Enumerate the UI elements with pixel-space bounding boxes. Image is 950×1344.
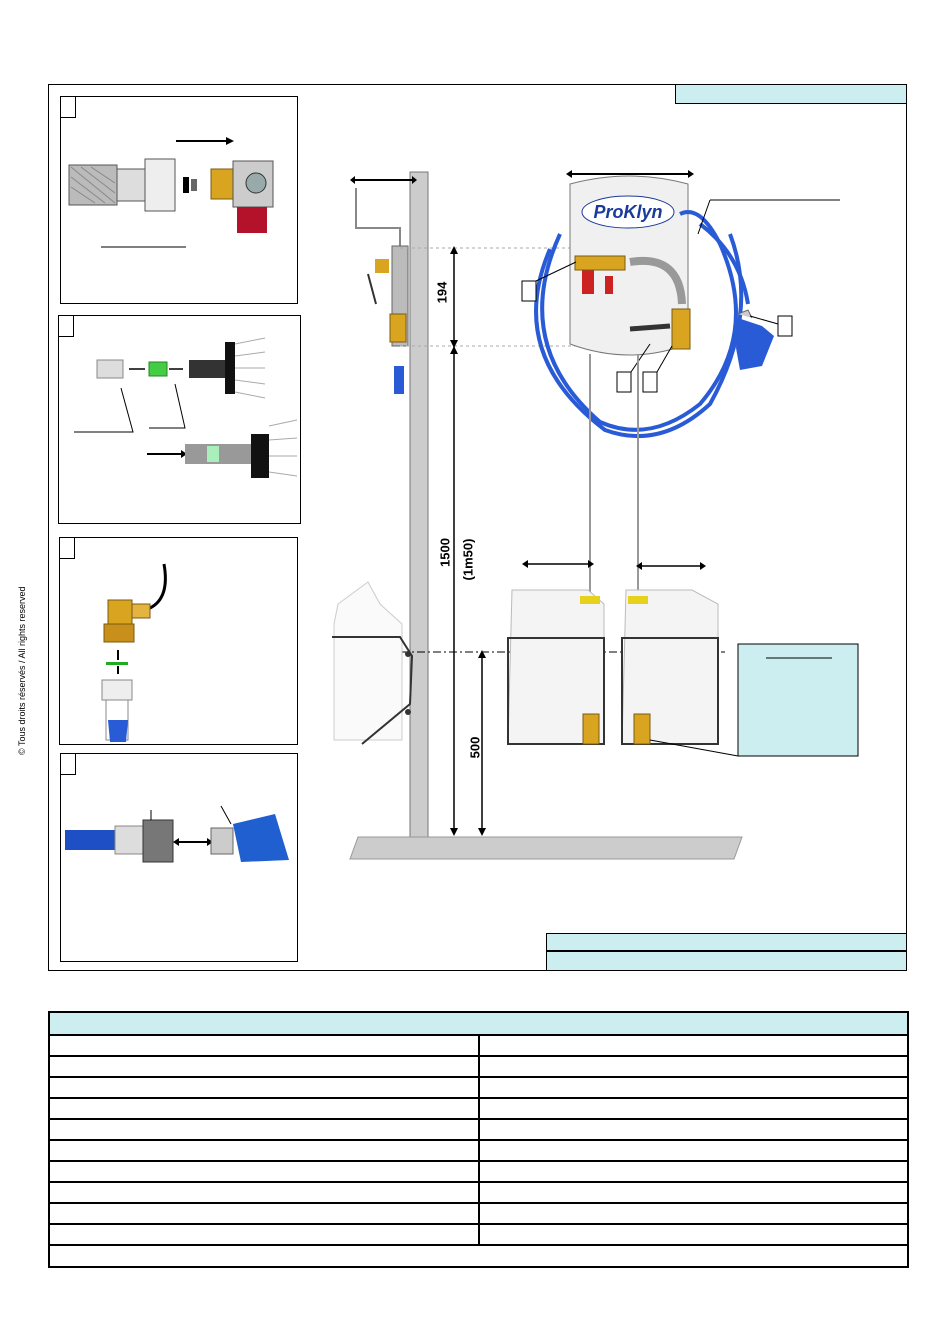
detail-box-2: [58, 315, 301, 524]
legend-bar-2: [546, 951, 907, 971]
wall-post: [410, 172, 428, 837]
side-canister: [332, 582, 412, 744]
detail-number-box: [59, 537, 75, 559]
table-cell: [49, 1035, 479, 1056]
table-cell: [479, 1035, 909, 1056]
table-cell: [49, 1203, 479, 1224]
detail-box-4: [60, 753, 298, 962]
table-cell: [49, 1119, 479, 1140]
dimension-1m50: (1m50): [460, 538, 476, 581]
table-cell: [479, 1098, 909, 1119]
copyright-notice: © Tous droits réservés / All rights reserved: [17, 586, 27, 755]
detail-number-box: [60, 753, 76, 775]
dimension-194: 194: [434, 281, 450, 304]
detail-box-3: [59, 537, 298, 745]
table-cell: [479, 1161, 909, 1182]
hose-coupling-illustration: [61, 97, 299, 305]
table-cell: [49, 1161, 479, 1182]
canister-1: [508, 590, 604, 744]
table-cell: [49, 1182, 479, 1203]
table-footer: [49, 1245, 908, 1267]
detail-number-box: [58, 315, 74, 337]
dimension-500: 500: [467, 736, 483, 759]
table-cell: [479, 1056, 909, 1077]
table-cell: [49, 1056, 479, 1077]
quick-coupler-illustration: [61, 754, 299, 963]
diagram-title-bar: [675, 84, 907, 104]
spec-table: [48, 1011, 909, 1268]
inlet-valve-illustration: [60, 538, 299, 746]
table-cell: [49, 1224, 479, 1245]
dimension-1500: 1500: [437, 538, 453, 567]
detail-box-1: [60, 96, 298, 304]
table-cell: [479, 1140, 909, 1161]
table-cell: [479, 1077, 909, 1098]
table-cell: [479, 1203, 909, 1224]
foot-valve-filter-illustration: [59, 316, 302, 525]
canister-2: [622, 590, 718, 744]
table-cell: [479, 1119, 909, 1140]
legend-bar-1: [546, 933, 907, 951]
detail-number-box: [60, 96, 76, 118]
installation-diagram: [300, 104, 906, 934]
table-cell: [49, 1098, 479, 1119]
table-cell: [479, 1182, 909, 1203]
table-cell: [49, 1077, 479, 1098]
table-cell: [49, 1140, 479, 1161]
brand-logo: ProKlyn: [593, 202, 663, 222]
table-header: [49, 1012, 908, 1035]
floor: [350, 837, 742, 859]
table-cell: [479, 1224, 909, 1245]
